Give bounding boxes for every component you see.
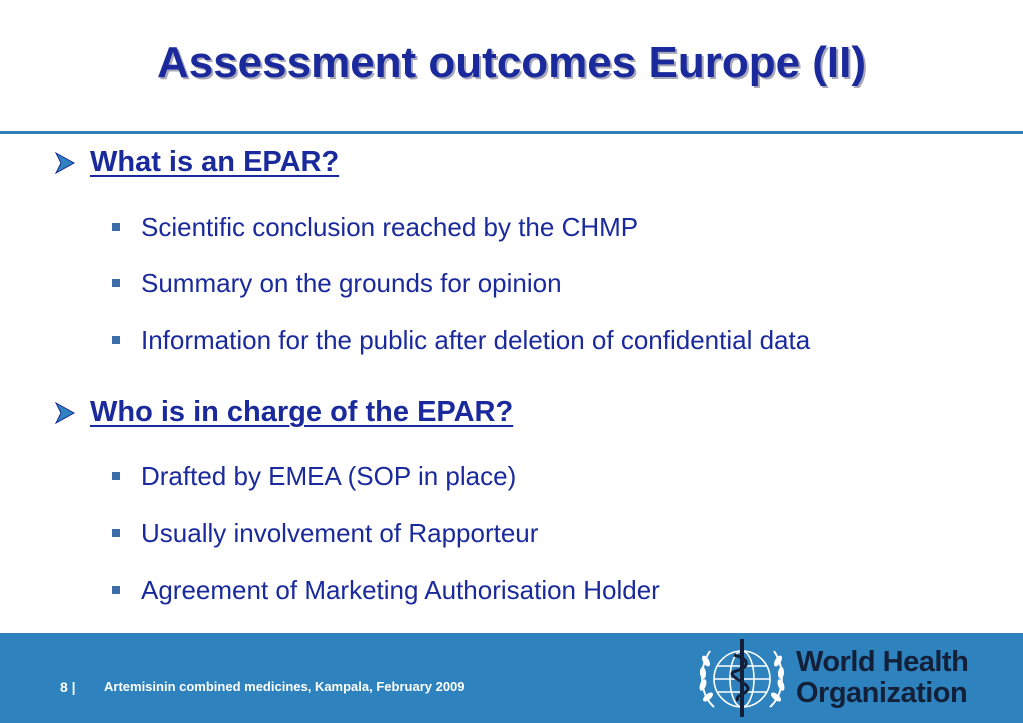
section-heading: What is an EPAR? [90,146,340,178]
slide-footer [0,633,1023,723]
bullet-text: Summary on the grounds for opinion [141,268,562,298]
bullet-text: Usually involvement of Rapporteur [141,518,539,548]
arrow-right-icon [54,152,76,174]
who-logo-text [796,647,968,709]
page-number: 8 | [60,679,76,695]
square-bullet-icon [112,223,120,231]
bullet-text: Scientific conclusion reached by the CHMP [141,212,639,242]
square-bullet-icon [112,472,120,480]
logo-line-2: Organization [796,677,968,709]
square-bullet-icon [112,586,120,594]
square-bullet-icon [112,529,120,537]
square-bullet-icon [112,336,120,344]
section-heading: Who is in charge of the EPAR? [90,396,514,428]
slide-title: Assessment outcomes Europe (II) [156,38,867,87]
footer-caption: Artemisinin combined medicines, Kampala, February 2009 [104,679,465,694]
who-emblem-icon [694,635,790,721]
title-divider [0,131,1023,134]
bullet-text: Agreement of Marketing Authorisation Holder [141,575,660,605]
arrow-right-icon [54,402,76,424]
logo-line-1: World Health [796,646,969,678]
bullet-text: Drafted by EMEA (SOP in place) [141,461,517,491]
bullet-text: Information for the public after deletion of confidential data [141,325,811,355]
square-bullet-icon [112,279,120,287]
